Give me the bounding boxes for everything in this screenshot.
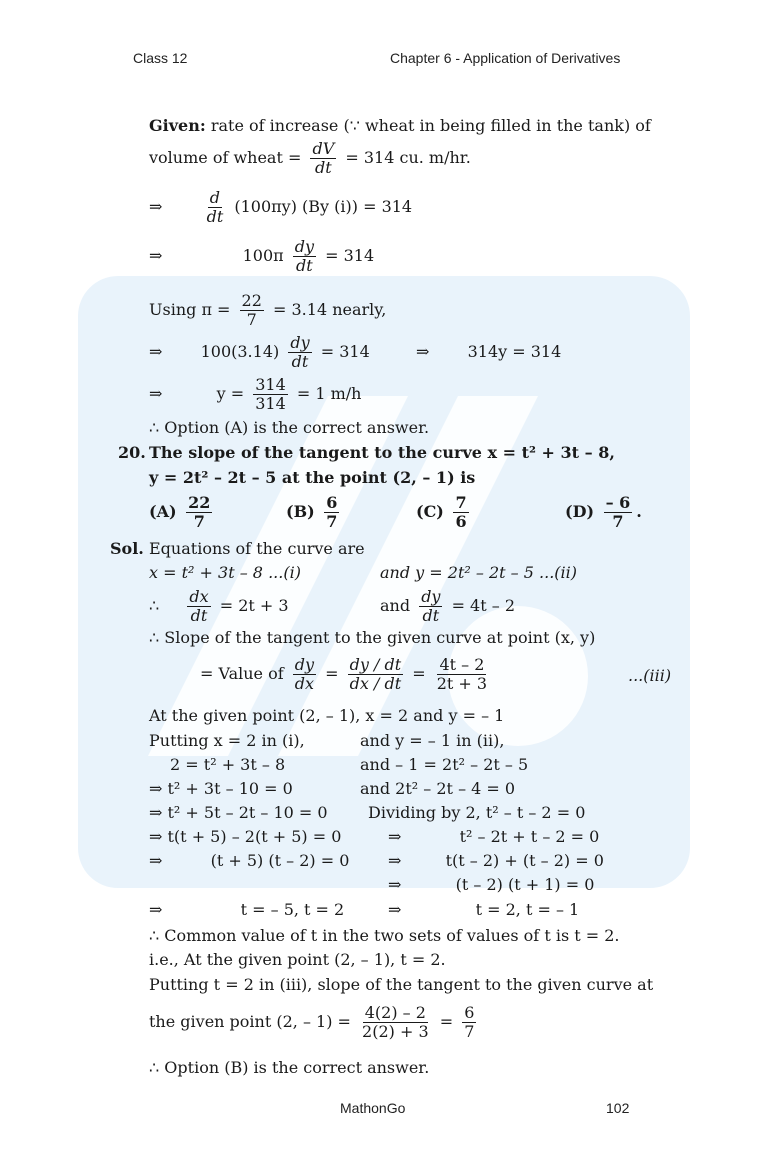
value-of: = Value of: [200, 664, 284, 683]
dy-dt-fraction: [288, 334, 311, 371]
dy-num: dy: [421, 587, 441, 606]
final-prefix: the given point (2, – 1) =: [149, 1012, 351, 1031]
option-a: [149, 494, 216, 531]
f314-num: 314: [255, 375, 286, 394]
row-7b: t = 2, t = – 1: [475, 900, 580, 919]
equation-ii: and y = 2t² – 2t – 5 ...(ii): [380, 563, 578, 582]
dy-num: dy: [290, 333, 310, 352]
final-den: 2(2) + 3: [362, 1022, 429, 1041]
dt-den: dt: [190, 606, 208, 625]
given-line: [149, 116, 651, 136]
dxdt-value: = 2t + 3: [219, 596, 289, 615]
dxdt-den: dx / dt: [349, 674, 402, 693]
row-5: [149, 851, 349, 871]
dt-den: dt: [296, 256, 313, 275]
row-6b-line: [388, 875, 594, 895]
option-b: [286, 494, 343, 531]
line-4: [149, 238, 374, 275]
therefore-symbol: ∴: [149, 418, 160, 437]
ie-line: i.e., At the given point (2, – 1), t = 2.: [149, 950, 446, 969]
equals: =: [412, 664, 426, 683]
using-pi-line: [149, 292, 386, 329]
header-class: Class 12: [133, 50, 188, 66]
2t3-den: 2t + 3: [436, 674, 488, 693]
line-7: [149, 376, 361, 413]
implies-symbol: ⇒: [388, 875, 402, 894]
implies-symbol: ⇒: [149, 197, 163, 216]
given-point-line: At the given point (2, – 1), x = 2 and y = – 1: [149, 706, 505, 725]
row-1a: 2 = t² + 3t – 8: [170, 755, 286, 774]
line-4-prefix: 100π: [242, 246, 284, 265]
row-3a: t² + 5t – 2t – 10 = 0: [167, 803, 328, 822]
vol-suffix: = 314 cu. m/hr.: [345, 148, 471, 167]
implies-symbol: ⇒: [149, 246, 163, 265]
line-3: [149, 189, 412, 226]
opt-b-label: (B): [286, 502, 315, 521]
opt-c-den: 6: [455, 512, 467, 531]
row-2: [149, 779, 293, 799]
slope-line: [149, 628, 595, 648]
dydt-num: dy / dt: [349, 655, 402, 674]
dx-den: dx: [294, 674, 315, 693]
equals: =: [439, 1012, 454, 1031]
opt-d-den: 7: [612, 512, 624, 531]
row-4: [149, 827, 341, 847]
therefore-symbol: ∴: [149, 596, 160, 615]
final-slope-line: [149, 1004, 480, 1041]
slope-text: Slope of the tangent to the given curve at point (x, y): [164, 628, 596, 647]
eq-314: = 314: [320, 342, 370, 361]
implies-symbol: ⇒: [388, 827, 402, 846]
common-value-line: ∴ Common value of t in the two sets of values of t is t = 2.: [149, 926, 620, 945]
dt-den: dt: [422, 606, 440, 625]
row-3b: Dividing by 2, t² – t – 2 = 0: [368, 803, 586, 822]
footer-brand: MathonGo: [340, 1100, 406, 1116]
implies-symbol: ⇒: [149, 803, 163, 822]
sol-intro: Equations of the curve are: [149, 539, 365, 558]
question-line-1: The slope of the tangent to the curve x = t² + 3t – 8,: [149, 443, 615, 462]
equals: =: [325, 664, 339, 683]
dt-den: dt: [315, 158, 332, 177]
final-result-den: 7: [464, 1022, 475, 1041]
row-2b: and 2t² – 2t – 4 = 0: [360, 779, 516, 798]
dxdt-line: [149, 588, 289, 625]
row-5a: (t + 5) (t – 2) = 0: [210, 851, 350, 870]
d-dt-fraction: [205, 189, 226, 226]
option-a-correct: Option (A) is the correct answer.: [164, 418, 430, 437]
option-c: [416, 494, 473, 531]
option-d: [565, 494, 642, 531]
implies-symbol: ⇒: [416, 342, 430, 361]
equation-i: x = t² + 3t – 8 ...(i): [149, 563, 301, 582]
f314-den: 314: [255, 394, 286, 413]
implies-symbol: ⇒: [149, 827, 163, 846]
row-2a: t² + 3t – 10 = 0: [167, 779, 293, 798]
row-7b-line: [388, 900, 579, 920]
dv-num: dV: [312, 139, 335, 158]
row-6b: (t – 2) (t + 1) = 0: [455, 875, 595, 894]
volume-line: [149, 140, 471, 177]
dt-den: dt: [206, 207, 224, 226]
therefore-symbol: ∴: [149, 628, 160, 647]
opt-a-label: (A): [149, 502, 177, 521]
line-6-right: [416, 342, 561, 362]
line-6-prefix: 100(3.14): [200, 342, 280, 361]
implies-symbol: ⇒: [149, 779, 163, 798]
opt-c-label: (C): [416, 502, 444, 521]
d-num: d: [209, 188, 221, 207]
implies-symbol: ⇒: [149, 342, 163, 361]
option-b-correct: Option (B) is the correct answer.: [164, 1058, 430, 1077]
header-chapter: Chapter 6 - Application of Derivatives: [390, 50, 621, 66]
opt-d-dot: .: [636, 502, 642, 521]
putting-y-line: and y = – 1 in (ii),: [360, 731, 505, 750]
opt-b-den: 7: [326, 512, 338, 531]
dy-dt-fraction: [293, 238, 316, 275]
314-fraction: [253, 376, 288, 413]
pi-den: 7: [246, 310, 257, 329]
page-number: 102: [606, 1100, 630, 1116]
row-4a: t(t + 5) – 2(t + 5) = 0: [167, 827, 342, 846]
implies-symbol: ⇒: [388, 851, 402, 870]
eq-314: = 314: [325, 246, 375, 265]
opt-a-num: 22: [188, 493, 211, 512]
line-3-text: (100πy) (By (i)) = 314: [234, 197, 413, 216]
dydt-line: [380, 588, 515, 625]
using-suffix: = 3.14 nearly,: [273, 300, 387, 319]
given-label: Given:: [149, 116, 206, 135]
option-b-line: [149, 1058, 429, 1078]
using-prefix: Using π =: [149, 300, 231, 319]
row-1b: and – 1 = 2t² – 2t – 5: [360, 755, 529, 774]
y-result: = 1 m/h: [296, 384, 362, 403]
vol-prefix: volume of wheat =: [149, 148, 302, 167]
implies-symbol: ⇒: [388, 900, 402, 919]
therefore-symbol: ∴: [149, 1058, 160, 1077]
implies-symbol: ⇒: [149, 851, 163, 870]
dy-num: dy: [294, 655, 315, 674]
y-eq: y =: [216, 384, 245, 403]
option-a-line: [149, 418, 429, 438]
opt-d-label: (D): [565, 502, 595, 521]
putting-x-line: Putting x = 2 in (i),: [149, 731, 305, 750]
line-6: [149, 334, 370, 371]
and-word: and: [380, 596, 411, 615]
question-line-2: y = 2t² – 2t – 5 at the point (2, – 1) is: [149, 468, 476, 487]
dy-num: dy: [294, 237, 315, 256]
final-result-num: 6: [464, 1003, 475, 1022]
opt-a-den: 7: [193, 512, 205, 531]
sol-label: Sol.: [110, 539, 144, 558]
given-text: rate of increase (∵ wheat in being filled in the tank) of: [210, 116, 651, 135]
final-num: 4(2) – 2: [364, 1003, 426, 1022]
row-7a: t = – 5, t = 2: [240, 900, 345, 919]
putting-t-line: Putting t = 2 in (iii), slope of the tangent to the given curve at: [149, 975, 654, 994]
eq-iii-label: ...(iii): [628, 666, 672, 685]
question-number: 20.: [118, 443, 146, 462]
pi-fraction: [240, 292, 264, 329]
row-5b: t(t – 2) + (t – 2) = 0: [445, 851, 604, 870]
pi-num: 22: [241, 291, 262, 310]
row-4b-line: [388, 827, 599, 847]
opt-d-num: – 6: [605, 493, 631, 512]
implies-symbol: ⇒: [149, 900, 163, 919]
4t2-num: 4t – 2: [439, 655, 485, 674]
line-6-right-text: 314y = 314: [467, 342, 562, 361]
opt-b-num: 6: [326, 493, 338, 512]
dt-den: dt: [291, 352, 309, 371]
opt-c-num: 7: [455, 493, 467, 512]
dv-dt-fraction: [310, 140, 336, 177]
row-7: [149, 900, 344, 920]
row-5b-line: [388, 851, 604, 871]
row-4b: t² – 2t + t – 2 = 0: [459, 827, 600, 846]
dx-num: dx: [189, 587, 209, 606]
row-3: [149, 803, 328, 823]
implies-symbol: ⇒: [149, 384, 163, 403]
dydt-value: = 4t – 2: [451, 596, 516, 615]
slope-value-line: [200, 656, 493, 693]
